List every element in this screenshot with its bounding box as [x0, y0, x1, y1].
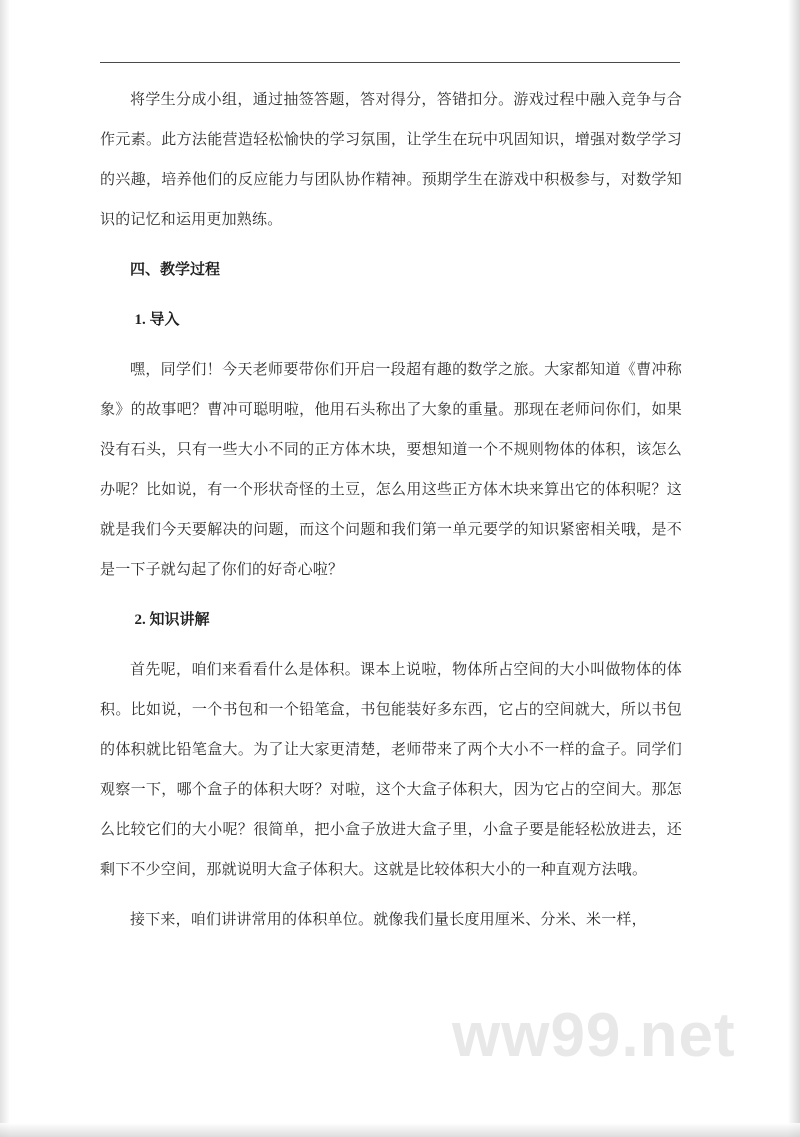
paragraph-volume-units: 接下来，咱们讲讲常用的体积单位。就像我们量长度用厘米、分米、米一样，	[130, 912, 647, 928]
watermark-text: ww99.net	[452, 1001, 736, 1070]
paragraph-introduction-story: 嘿，同学们！今天老师要带你们开启一段超有趣的数学之旅。大家都知道《曹冲称象》的故事吧？曹冲可聪明啦，他用石头称出了大象的重量。那现在老师问你们，如果没有石头，只有一些大小不同的正方体木块，要想知道一个不规则物体的体积，该怎么办呢？比如说，有一个形状奇怪的土豆，怎么用这些正方体木块来算出它的体积呢？这就是我们今天要解决的问题，而这个问题和我们第一单元要学的知识紧密相关哦，是不是一下子就勾起了你们的好奇心啦？	[100, 362, 682, 578]
paragraph-grouping-game: 将学生分成小组，通过抽签答题，答对得分，答错扣分。游戏过程中融入竞争与合作元素。此方法能营造轻松愉快的学习氛围，让学生在玩中巩固知识，增强对数学学习的兴趣，培养他们的反应能力与团队协作精神。预期学生在游戏中积极参与，对数学知识的记忆和运用更加熟练。	[100, 92, 682, 228]
page-edge-shadow-left	[0, 0, 10, 1137]
page-edge-shadow-bottom	[0, 1123, 800, 1137]
header-rule	[100, 62, 680, 63]
paragraph-volume-definition: 首先呢，咱们来看看什么是体积。课本上说啦，物体所占空间的大小叫做物体的体积。比如说，一个书包和一个铅笔盒，书包能装好多东西，它占的空间就大，所以书包的体积就比铅笔盒大。为了让大家更清楚，老师带来了两个大小不一样的盒子。同学们观察一下，哪个盒子的体积大呀？对啦，这个大盒子体积大，因为它占的空间大。那怎么比较它们的大小呢？很简单，把小盒子放进大盒子里，小盒子要是能轻松放进去，还剩下不少空间，那就说明大盒子体积大。这就是比较体积大小的一种直观方法哦。	[100, 662, 682, 878]
page-edge-shadow-right	[788, 0, 800, 1137]
subsection-heading-knowledge-explanation: 2. 知识讲解	[134, 612, 210, 628]
subsection-heading-introduction: 1. 导入	[134, 312, 180, 328]
section-heading-teaching-process: 四、教学过程	[130, 262, 221, 278]
document-body	[100, 80, 682, 950]
